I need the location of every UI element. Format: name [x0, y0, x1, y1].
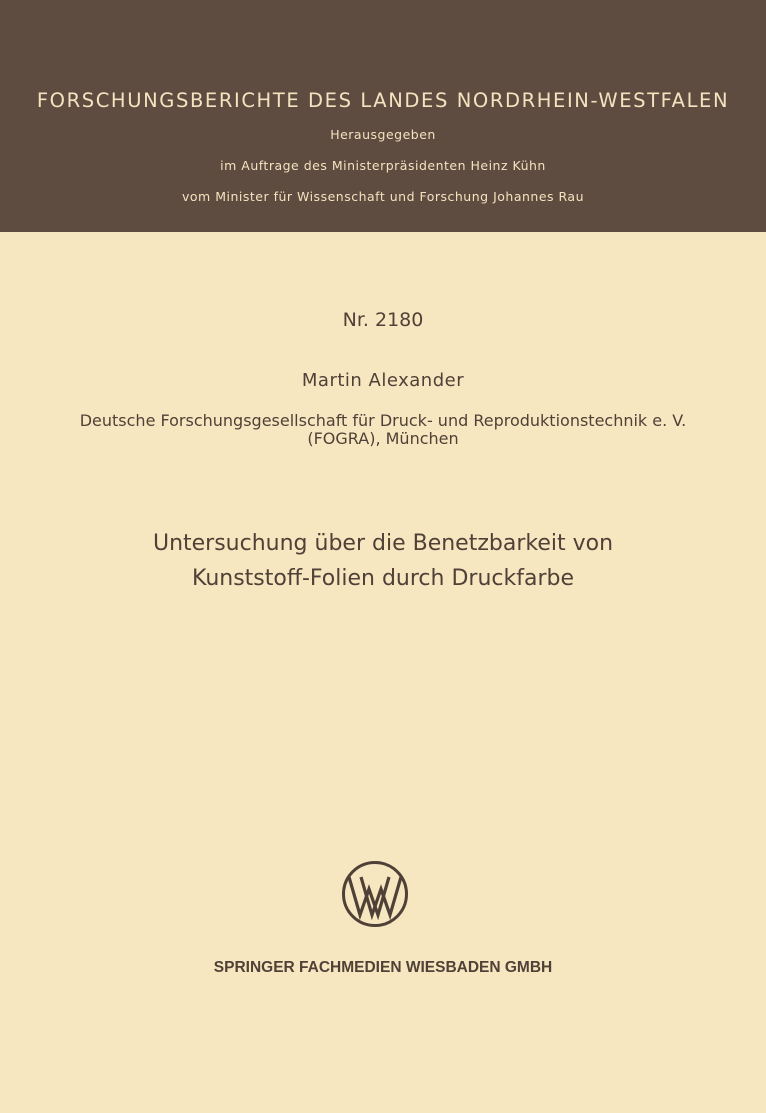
publisher-name: SPRINGER FACHMEDIEN WIESBADEN GMBH	[213, 959, 553, 976]
commission-line: im Auftrage des Ministerpräsidenten Heinz Kühn	[220, 158, 546, 173]
institution-line-2: (FOGRA), München	[307, 429, 459, 448]
book-title-line-1: Untersuchung über die Benetzbarkeit von	[152, 531, 614, 556]
institution-line-1: Deutsche Forschungsgesellschaft für Druck- und Reproduktionstechnik e. V.	[79, 411, 687, 430]
series-header-band	[0, 0, 766, 232]
series-title: FORSCHUNGSBERICHTE DES LANDES NORDRHEIN-WESTFALEN	[36, 89, 730, 112]
author-name: Martin Alexander	[301, 370, 465, 391]
report-number: Nr. 2180	[342, 309, 424, 331]
editor-line: Herausgegeben	[330, 127, 436, 142]
minister-line: vom Minister für Wissenschaft und Forschung Johannes Rau	[182, 189, 584, 204]
vw-circle-logo-icon	[340, 859, 410, 929]
book-title-line-2: Kunststoff-Folien durch Druckfarbe	[191, 566, 574, 591]
